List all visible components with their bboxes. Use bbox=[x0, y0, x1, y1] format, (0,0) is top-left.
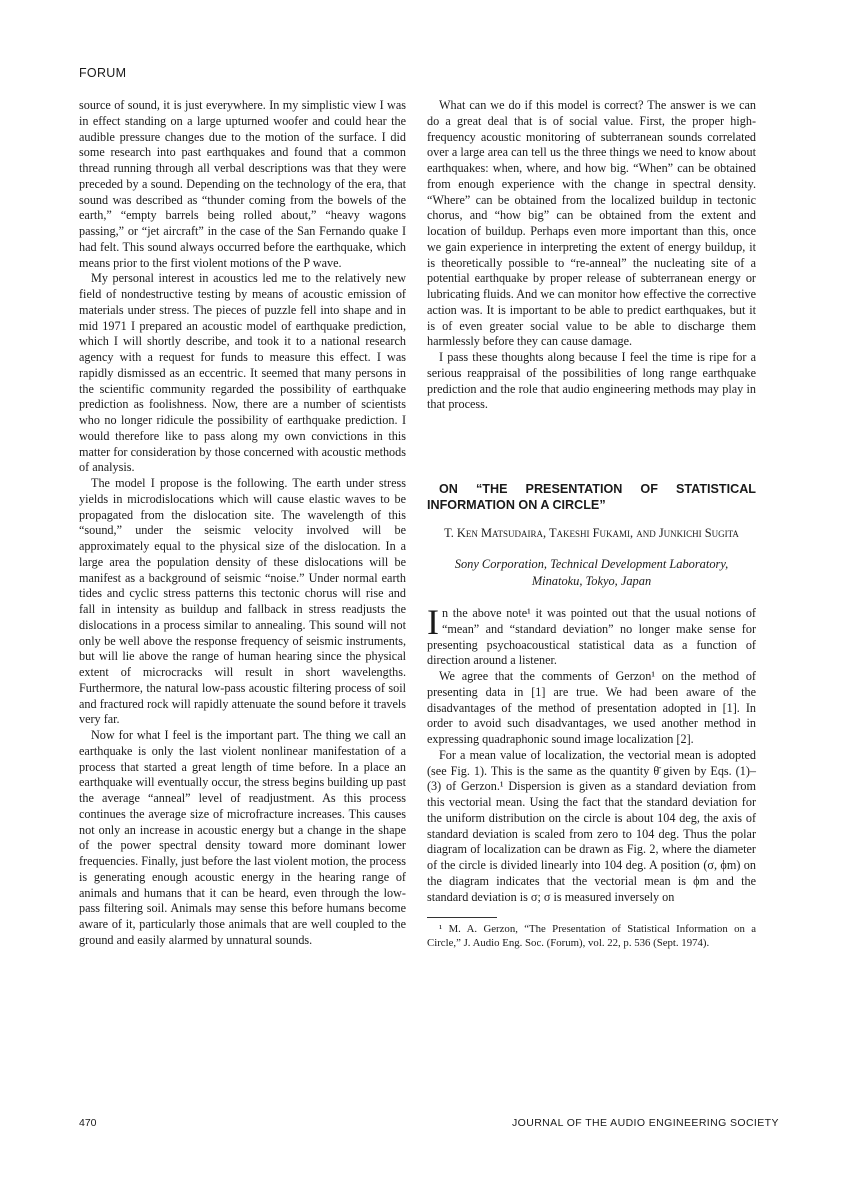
body-paragraph: My personal interest in acoustics led me to the relatively new field of nondestructive testing by means of acoustic emission of materials under stress. The pieces of puzzle fell into shape and in mid 1971 I prepared an acoustic model of earthquake prediction, which I will shortly describe, and took it to a national research agency with a request for funds to measure this effect. I was rapidly dismissed as an eccentric. It seemed that many persons in the scientific community regarded the possibility of earthquake prediction as foolishness. Now, there are a number of scientists who no longer ridicule the possibility of earthquake prediction. I would therefore like to pass along my own convictions in this matter for consideration by those concerned with acoustic methods of analysis. bbox=[79, 271, 406, 475]
article-affiliation-line2: Minatoku, Tokyo, Japan bbox=[531, 574, 652, 588]
left-column bbox=[79, 98, 406, 949]
article-title: ON “THE PRESENTATION OF STATISTICAL INFORMATION ON A CIRCLE” bbox=[427, 482, 756, 512]
body-paragraph: What can we do if this model is correct? The answer is we can do a great deal that is of social value. First, the proper high-frequency acoustic monitoring of subterranean sounds correlated over a large area can tell us the three things we need to know about earthquakes: when, where, and how big. “When” can be obtained from enough experience with the change in spectral density. “Where” can be obtained from the localized buildup in tectonic chorus, and “how big” can be obtained from the extent and location of buildup. Perhaps even more important than this, once we gain experience in interpreting the extent of energy buildup, it is theoretically possible to “re-anneal” the nucleating site of a potential earthquake by proper release of subterranean energy or lubricating fluids. And we can monitor how effective the corrective action was. It is important to be able to predict earthquakes, but it is of even greater social value to be able to discharge them harmlessly before they can cause damage. bbox=[427, 98, 756, 349]
body-paragraph: For a mean value of localization, the vectorial mean is adopted (see Fig. 1). This is the same as the quantity θ̄ given by Eqs. (1)–(3) of Gerzon.¹ Dispersion is given as a standard deviation from this vectorial mean. Using the fact that the standard deviation for the uniform distribution on the circle is about 104 deg, the axis of standard deviation is scaled from zero to 104 deg. Thus the polar diagram of localization can be drawn as Fig. 2, where the diameter of the circle is divided linearly into 104 deg. A position (σ, ϕm) on the diagram indicates that the vectorial mean is ϕm and the standard deviation is σ; σ is measured inversely on bbox=[427, 747, 756, 904]
drop-cap: I bbox=[427, 602, 439, 642]
body-paragraph: I pass these thoughts along because I feel the time is ripe for a serious reappraisal of the possibilities of long range earthquake prediction and the role that audio engineering methods may play in that process. bbox=[427, 350, 756, 412]
footnote: ¹ M. A. Gerzon, “The Presentation of Statistical Information on a Circle,” J. Audio Eng. Soc. (Forum), vol. 22, p. 536 (Sept. 1974). bbox=[427, 923, 756, 949]
intro-text: n the above note¹ it was pointed out that the usual notions of “mean” and “standard deviation” no longer make sense for presenting psychoacoustical statistical data as a function of direction around a listener. bbox=[427, 606, 756, 668]
page-number: 470 bbox=[79, 1117, 97, 1129]
body-paragraph: Now for what I feel is the important part. The thing we call an earthquake is only the last violent nonlinear manifestation of a process that started a great length of time before. In a place an earthquake will eventually occur, the stress begins building up past the average “anneal” level of readjustment. As this process continues the average size of microfracture increases. This causes not only an increase in acoustic energy but a change in the shape of the power spectral density toward more dominant lower frequencies. Finally, just before the last violent motion, the process is generating enough acoustic energy in the hearing range of animals and humans that it can be heard, even through the low-pass filtering soil. Animals may sense this before humans become aware of it, particularly those animals that are well coupled to the ground and easily alarmed by unnatural sounds. bbox=[79, 728, 406, 947]
section-header: FORUM bbox=[79, 66, 127, 80]
journal-title: JOURNAL OF THE AUDIO ENGINEERING SOCIETY bbox=[512, 1117, 779, 1129]
article-authors: T. Ken Matsudaira, Takeshi Fukami, and Junkichi Sugita bbox=[444, 526, 739, 540]
body-paragraph: source of sound, it is just everywhere. In my simplistic view I was in effect standing on a large upturned woofer and could hear the audible pressure changes due to the motion of the surface. I did some research into past earthquakes and found that a common thread running through all verbal descriptions was that they were preceded by a sound. Depending on the technology of the era, that sound was described as “thunder coming from the bowels of the earth,” “empty barrels being rolled about,” “heavy wagons passing,” or “jet aircraft” in the case of the San Fernando quake I had felt. This sound always occurred before the earthquake, which means prior to the first violent motions of the P wave. bbox=[79, 98, 406, 270]
right-column bbox=[427, 98, 756, 950]
body-paragraph: The model I propose is the following. The earth under stress yields in microdislocations which will cause elastic waves to be propagated from the dislocation site. The wavelength of this “sound,” under the seismic velocity involved will be approximately equal to the physical size of the dislocation. In a large area the population density of these dislocations will be manifest as a background of seismic “noise.” Under normal earth tides and cyclic stress patterns this tectonic chorus will rise and fall in intensity as buildup and fallback in stress readjusts the dislocations in a process similar to annealing. This sound will not only be well above the response frequency of seismic instruments, but will lie above the range of human hearing since the physical extent of microcracks will result in short wavelengths. Furthermore, the natural low-pass acoustic filtering process of soil and fractured rock will rapidly attenuate the sound before it travels very far. bbox=[79, 476, 406, 727]
body-paragraph: We agree that the comments of Gerzon¹ on the method of presenting data in [1] are true. We had been aware of the disadvantages of the method of presentation adopted in [1]. In order to avoid such disadvantages, we used another method in expressing quadraphonic sound image localization [2]. bbox=[427, 669, 756, 746]
article-affiliation-line1: Sony Corporation, Technical Development Laboratory, bbox=[454, 557, 729, 571]
intro-paragraph bbox=[427, 602, 756, 669]
